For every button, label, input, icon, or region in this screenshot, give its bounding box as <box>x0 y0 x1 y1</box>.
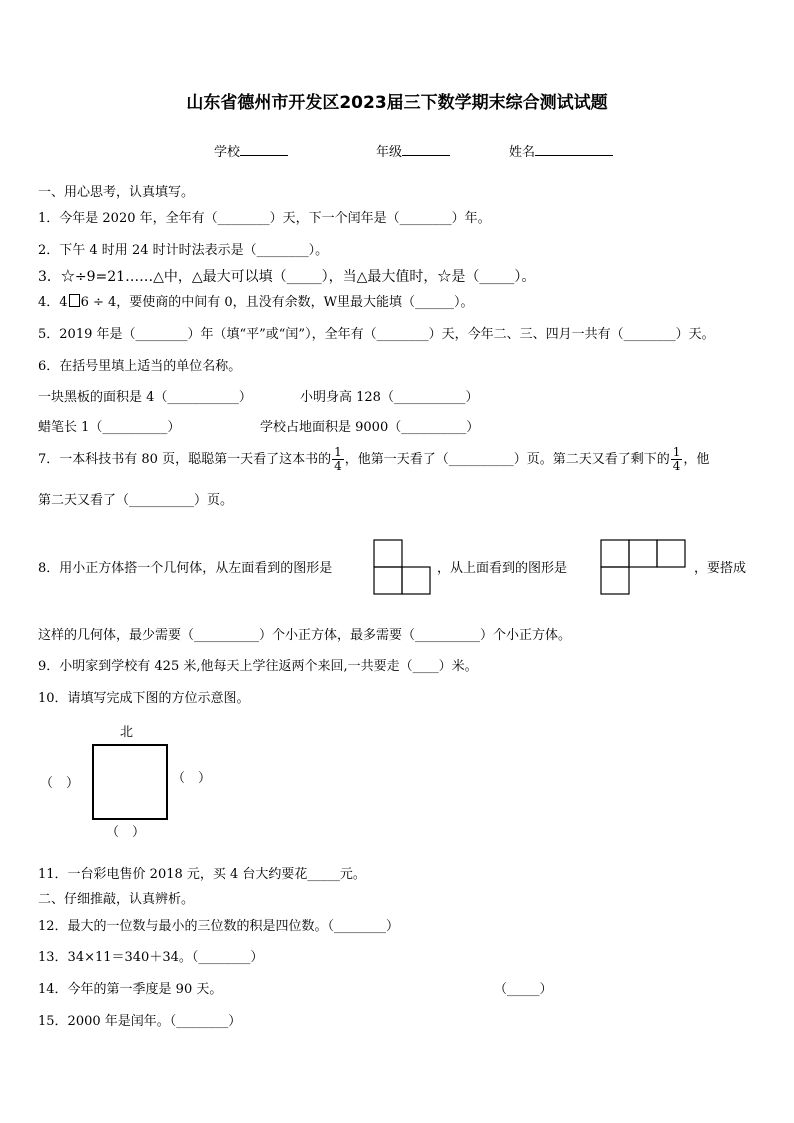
question-1: 1．今年是 2020 年，全年有（________）天，下一个闰年是（________）年。 <box>38 211 491 226</box>
q7-frac1-num: 1 <box>334 445 342 459</box>
q4-expr-b: 6 ÷ 4 <box>80 295 117 310</box>
left-view-square-top <box>374 540 402 567</box>
q4-expr-a: 4 <box>59 295 68 310</box>
question-11: 11．一台彩电售价 2018 元，买 4 台大约要花_____元。 <box>38 867 366 882</box>
east-blank[interactable]: （ ） <box>172 771 212 786</box>
west-blank[interactable]: （ ） <box>40 776 80 791</box>
q4-box-icon <box>69 294 80 307</box>
question-12: 12．最大的一位数与最小的三位数的积是四位数。（________） <box>38 919 400 934</box>
q8-part4: 这样的几何体，最少需要（__________）个小正方体，最多需要（__________）个小正方体。 <box>38 628 572 643</box>
question-15: 15．2000 年是闰年。（________） <box>38 1014 242 1029</box>
question-2: 2．下午 4 时用 24 时计时法表示是（________）。 <box>38 243 329 258</box>
grade-label: 年级 <box>376 145 403 160</box>
q6-item-crayon: 蜡笔长 1（__________） <box>38 420 181 435</box>
q4-suffix: ，要使商的中间有 0，且没有余数，W里最大能填（______）。 <box>116 295 474 310</box>
school-label: 学校 <box>214 145 241 160</box>
name-blank[interactable] <box>535 155 613 156</box>
q7-fraction-2 <box>671 446 683 473</box>
q14-answer-blank[interactable]: （_____） <box>494 982 553 997</box>
top-view-square-3 <box>657 540 685 567</box>
name-field[interactable] <box>509 141 613 160</box>
grade-blank[interactable] <box>402 155 450 156</box>
top-view-figure <box>600 539 688 596</box>
q7-frac2-den: 4 <box>672 459 681 473</box>
north-label: 北 <box>120 725 134 740</box>
question-5: 5．2019 年是（________）年（填“平”或“闰”），全年有（________）天，今年二、三、四月一共有（________）天。 <box>38 327 715 342</box>
top-view-square-4 <box>601 567 629 594</box>
section-2-heading: 二、仔细推敲，认真辨析。 <box>38 892 195 907</box>
top-view-square-1 <box>601 540 629 567</box>
q8-part2: ，从上面看到的图形是 <box>437 561 568 576</box>
q8-part3: ，要搭成 <box>694 561 747 576</box>
question-6: 6．在括号里填上适当的单位名称。 <box>38 359 242 374</box>
name-label: 姓名 <box>509 145 536 160</box>
q6-item-height: 小明身高 128（___________） <box>300 390 479 405</box>
q4-prefix: 4． <box>38 295 60 310</box>
school-blank[interactable] <box>240 155 288 156</box>
question-7-line2: 第二天又看了（__________）页。 <box>38 493 234 508</box>
question-9: 9．小明家到学校有 425 米,他每天上学往返两个来回,一共要走（____）米。 <box>38 659 478 674</box>
q7-part2: ，他第一天看了（__________）页。第二天又看了剩下的 <box>344 452 670 467</box>
left-view-figure <box>373 539 431 596</box>
question-3: 3．☆÷9=21……△中，△最大可以填（_____），当△最大值时，☆是（_____）。 <box>38 269 536 285</box>
question-10: 10．请填写完成下图的方位示意图。 <box>38 691 250 706</box>
school-field[interactable] <box>214 141 288 160</box>
grade-field[interactable] <box>376 141 450 160</box>
question-7-line1 <box>38 446 709 473</box>
question-14: 14．今年的第一季度是 90 天。 <box>38 982 223 997</box>
left-view-square-bottom-right <box>402 567 430 594</box>
q6-item-blackboard: 一块黑板的面积是 4（___________） <box>38 390 252 405</box>
q7-frac2-num: 1 <box>672 445 681 459</box>
left-view-square-bottom-left <box>374 567 402 594</box>
question-4 <box>38 291 474 310</box>
q7-part1: 7．一本科技书有 80 页，聪聪第一天看了这本书的 <box>38 452 332 467</box>
q7-part3: ，他 <box>683 452 710 467</box>
q7-fraction-1 <box>332 446 344 473</box>
south-blank[interactable]: （ ） <box>106 825 146 840</box>
q8-part1: 8．用小正方体搭一个几何体，从左面看到的图形是 <box>38 561 333 576</box>
direction-square <box>92 744 168 820</box>
question-13: 13．34×11＝340＋34。（________） <box>38 950 264 965</box>
page-title: 山东省德州市开发区2023届三下数学期末综合测试试题 <box>186 93 608 113</box>
q6-item-school-area: 学校占地面积是 9000（__________） <box>260 420 480 435</box>
section-1-heading: 一、用心思考，认真填写。 <box>38 185 195 200</box>
q7-frac1-den: 4 <box>334 459 342 473</box>
top-view-square-2 <box>629 540 657 567</box>
